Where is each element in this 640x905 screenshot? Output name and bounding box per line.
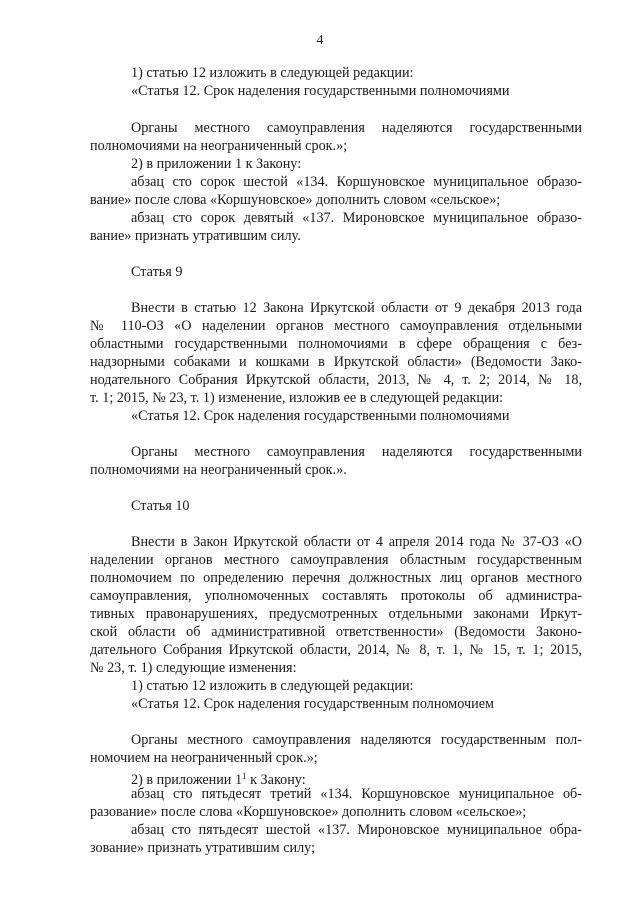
text-line: ской области об административной ответственности» (Ведомости Законо- [90,624,582,640]
text-line: «Статья 12. Срок наделения государственными полномочиями [131,83,510,99]
text-line: зование» признать утратившим силу; [90,840,316,856]
text-line: № 23, т. 1) следующие изменения: [90,660,297,676]
text-line: нодательного Собрания Иркутской области, 2013, № 4, т. 2; 2014, № 18, [90,372,582,388]
text-line: 1) статью 12 изложить в следующей редакции: [131,678,414,694]
text-line: областными государственными полномочиями в сфере обращения с без- [90,336,582,352]
text-line: полномочиями на неограниченный срок.»; [90,138,348,154]
text-fragment: 2) в приложении 1 [131,772,243,788]
superscript: 1 [242,771,247,781]
page-number: 4 [316,33,324,48]
text-line: «Статья 12. Срок наделения государственными полномочиями [131,408,510,424]
text-line: надзорными собаками и кошками в Иркутской области» (Ведомости Зако- [90,354,582,370]
text-line: наделении органов местного самоуправления областным государственным [90,552,582,568]
text-line: «Статья 12. Срок наделения государственным полномочием [131,696,495,712]
text-line: 1) статью 12 изложить в следующей редакции: [131,65,414,81]
text-line: абзац сто сорок шестой «134. Коршуновское муниципальное образо- [131,174,582,190]
text-line: абзац сто пятьдесят третий «134. Коршуновское муниципальное об- [131,786,582,802]
text-line: дательного Собрания Иркутской области, 2014, № 8, т. 1, № 15, т. 1; 2015, [90,642,582,658]
text-line: самоуправления, уполномоченных составлять протоколы об администра- [90,588,582,604]
text-line: т. 1; 2015, № 23, т. 1) изменение, изложив ее в следующей редакции: [90,390,504,406]
text-line: 2) в приложении 1 к Закону: [131,156,302,172]
text-line: номочием на неограниченный срок.»; [90,750,318,766]
text-line: абзац сто пятьдесят шестой «137. Мироновское муниципальное обра- [131,822,582,838]
text-line: тивных правонарушениях, предусмотренных отдельными законами Иркут- [90,606,582,622]
article-heading: Статья 9 [131,264,183,280]
text-line: Внести в Закон Иркутской области от 4 апреля 2014 года № 37-ОЗ «О [131,534,582,550]
text-line: полномочием по определению перечня должностных лиц органов местного [90,570,582,586]
text-line: абзац сто сорок девятый «137. Мироновское муниципальное образо- [131,210,582,226]
text-line: вание» признать утратившим силу. [90,228,301,244]
text-line: полномочиями на неограниченный срок.». [90,462,347,478]
text-line: Органы местного самоуправления наделяются государственным пол- [131,732,582,748]
text-line: Внести в статью 12 Закона Иркутской области от 9 декабря 2013 года [131,300,582,316]
text-line: № 110-ОЗ «О наделении органов местного самоуправления отдельными [90,318,582,334]
text-fragment: к Закону: [246,772,306,788]
text-line: Органы местного самоуправления наделяются государственными [131,120,582,136]
text-line: вание» после слова «Коршуновское» дополнить словом «сельское»; [90,192,501,208]
text-line: Органы местного самоуправления наделяются государственными [131,444,582,460]
text-line: разование» после слова «Коршуновское» дополнить словом «сельское»; [90,804,527,820]
article-heading: Статья 10 [131,498,190,514]
